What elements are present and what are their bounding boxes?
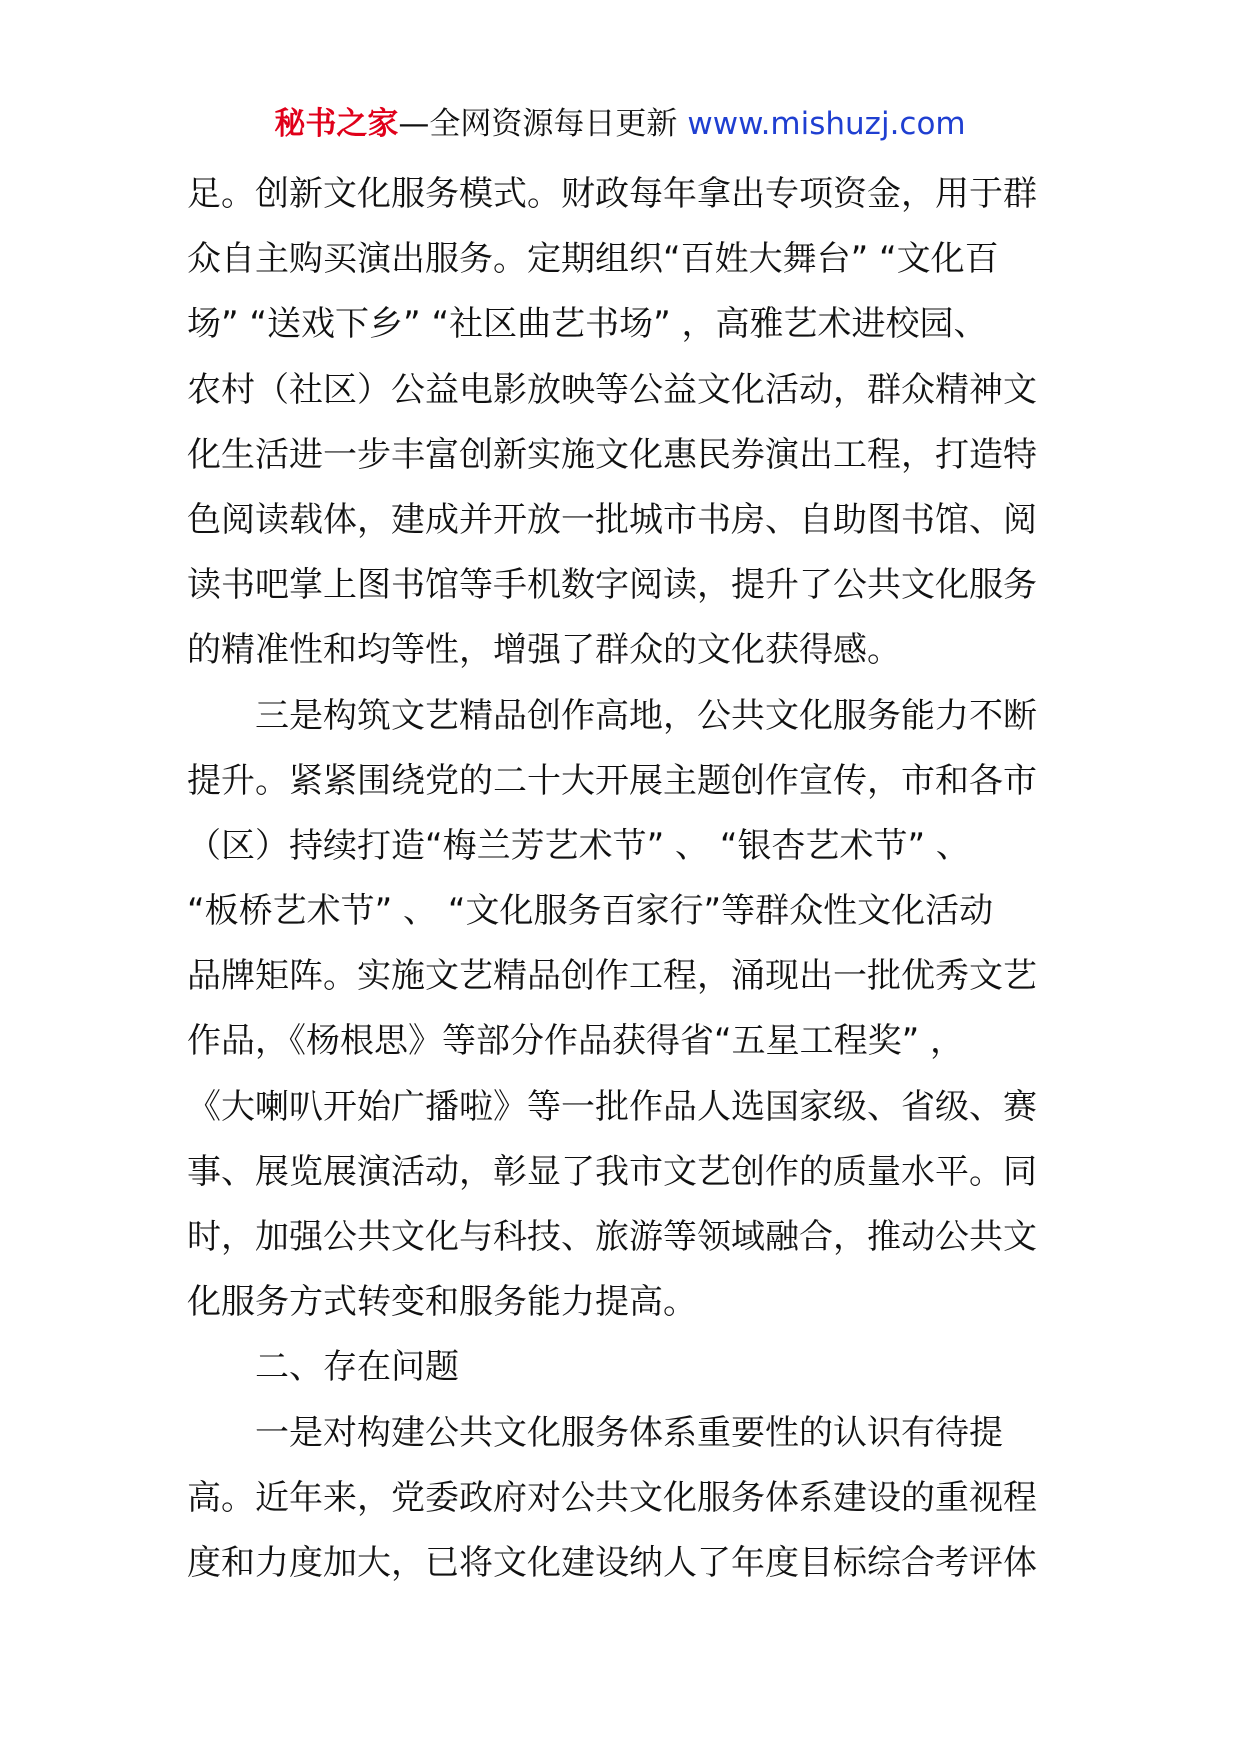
- brand-name: 秘书之家: [274, 106, 399, 142]
- site-header: [0, 104, 1240, 144]
- text-line: 高。近年来，党委政府对公共文化服务体系建设的重视程: [187, 1477, 1037, 1518]
- text-line: 提升。紧紧围绕党的二十大开展主题创作宣传，市和各市: [187, 760, 1037, 801]
- text-line: 品牌矩阵。实施文艺精品创作工程，涌现出一批优秀文艺: [187, 956, 1037, 997]
- text-line: 化生活进一步丰富创新实施文化惠民券演出工程，打造特: [187, 434, 1037, 475]
- text-line: （区）持续打造“梅兰芳艺术节” 、 “银杏艺术节” 、: [187, 825, 970, 866]
- header-tagline: —全网资源每日更新: [398, 106, 678, 142]
- paragraph-start: 三是构筑文艺精品创作高地，公共文化服务能力不断: [187, 695, 1037, 736]
- section-heading: 二、存在问题: [187, 1347, 459, 1388]
- site-url[interactable]: www.mishuzj.com: [687, 106, 966, 142]
- text-line: 事、展览展演活动，彰显了我市文艺创作的质量水平。同: [187, 1151, 1037, 1192]
- text-line: “板桥艺术节” 、 “文化服务百家行”等群众性文化活动: [187, 891, 994, 932]
- text-line: 众自主购买演出服务。定期组织“百姓大舞台” “文化百: [187, 239, 999, 280]
- text-line: 的精准性和均等性，增强了群众的文化获得感。: [187, 630, 901, 671]
- text-line: 色阅读载体，建成并开放一批城市书房、自助图书馆、阅: [187, 499, 1037, 540]
- text-line: 读书吧掌上图书馆等手机数字阅读，提升了公共文化服务: [187, 565, 1037, 606]
- paragraph-start: 一是对构建公共文化服务体系重要性的认识有待提: [187, 1412, 1003, 1453]
- text-line: 时，加强公共文化与科技、旅游等领域融合，推动公共文: [187, 1217, 1037, 1257]
- text-line: 度和力度加大，已将文化建设纳人了年度目标综合考评体: [187, 1542, 1037, 1583]
- text-line: 农村（社区）公益电影放映等公益文化活动，群众精神文: [187, 369, 1037, 410]
- text-line: 作品，《杨根思》等部分作品获得省“五星工程奖” ，: [187, 1021, 965, 1062]
- text-line: 化服务方式转变和服务能力提高。: [187, 1282, 697, 1323]
- text-line: 足。创新文化服务模式。财政每年拿出专项资金，用于群: [187, 174, 1037, 214]
- document-body: [187, 162, 1055, 1596]
- text-line: 《大喇叭开始广播啦》等一批作品人选国家级、省级、赛: [187, 1086, 1037, 1127]
- text-line: 场” “送戏下乡” “社区曲艺书场” ，高雅艺术进校园、: [187, 304, 988, 345]
